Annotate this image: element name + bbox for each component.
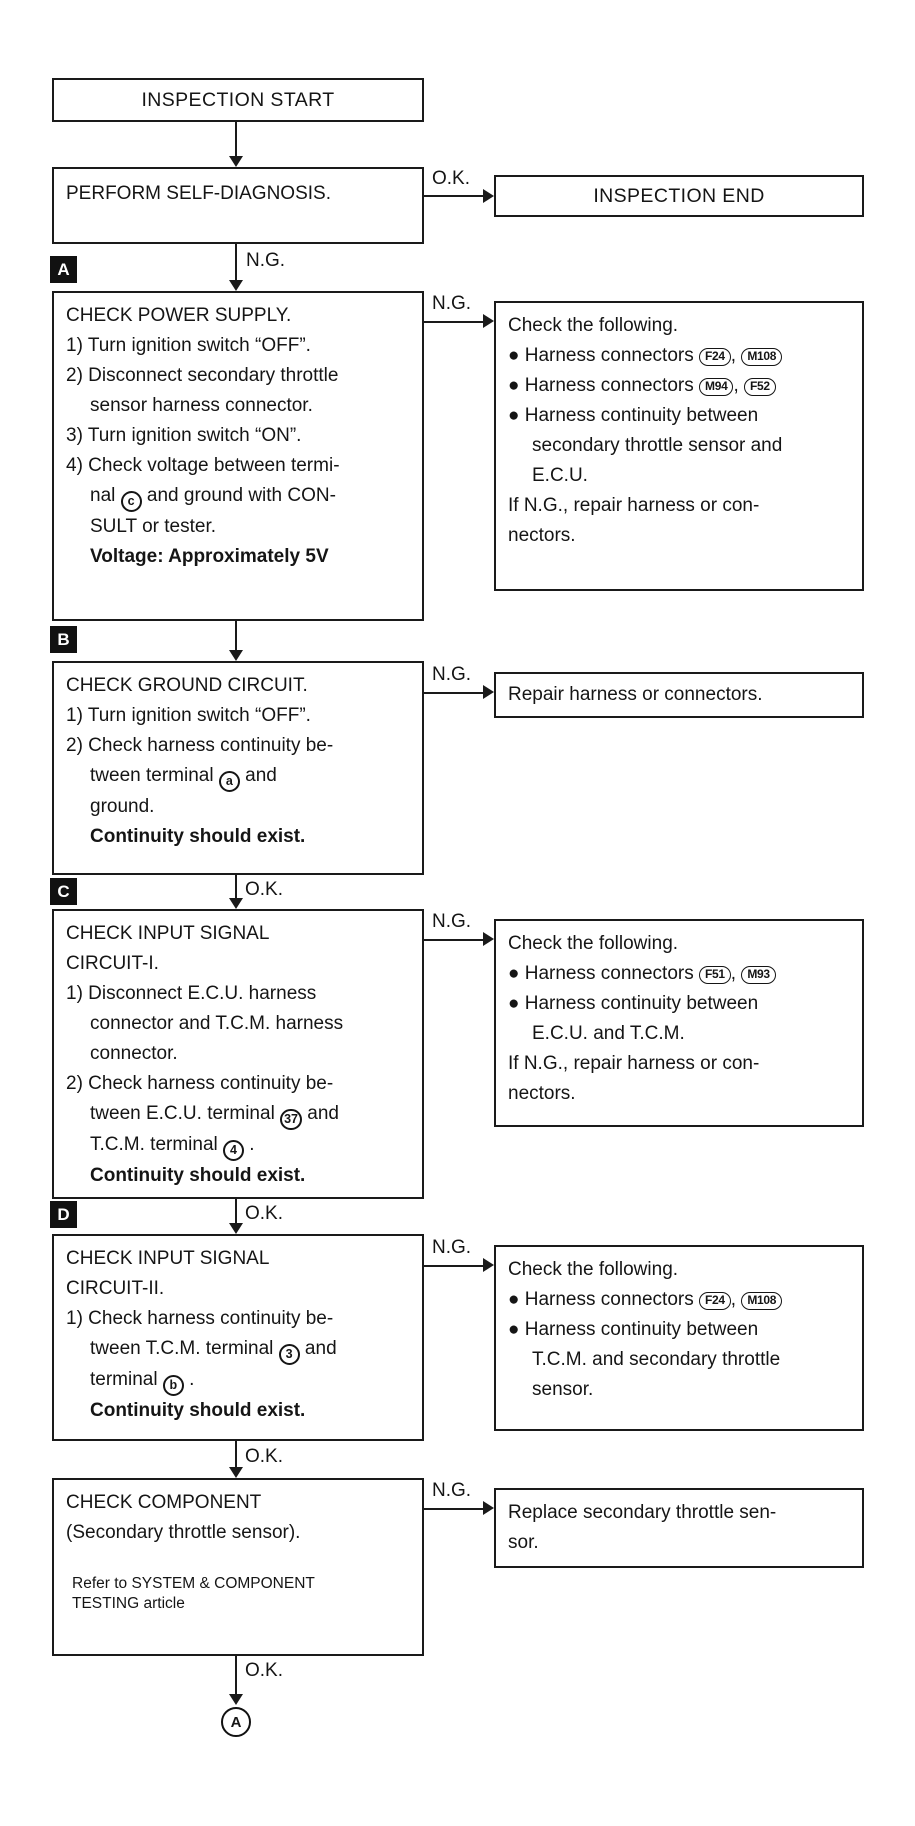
- text-segment: ground.: [90, 796, 155, 817]
- inspection-end-box: [494, 175, 864, 217]
- text-line: [66, 361, 410, 391]
- text-line: [66, 301, 410, 331]
- text-segment: 4) Check voltage between termi-: [66, 455, 340, 476]
- text-segment: Continuity should exist.: [90, 1400, 306, 1421]
- step-d-badge: D: [50, 1201, 77, 1228]
- power-supply-check-following-box: [494, 301, 864, 591]
- text-line: [508, 989, 850, 1019]
- connector-pill: M93: [741, 966, 775, 984]
- ok-label: O.K.: [245, 879, 284, 900]
- connector-line: [235, 875, 237, 899]
- arrow-down-icon: [229, 650, 243, 661]
- ok-label: O.K.: [245, 1203, 284, 1224]
- connector-pill: M108: [741, 348, 782, 366]
- connector-line: [424, 195, 484, 197]
- arrow-down-icon: [229, 1694, 243, 1705]
- text-line: [66, 451, 410, 481]
- ng-label: N.G.: [432, 1237, 472, 1258]
- text-segment: terminal: [90, 1369, 163, 1390]
- check-input-signal-1-box: [52, 909, 424, 1199]
- arrow-right-icon: [483, 1501, 494, 1515]
- connector-line: [424, 692, 484, 694]
- text-segment: Continuity should exist.: [90, 1165, 306, 1186]
- text-segment: and: [301, 1103, 339, 1124]
- text-line: [508, 1498, 850, 1528]
- arrow-right-icon: [483, 1258, 494, 1272]
- perform-self-diagnosis-box: [52, 167, 424, 244]
- text-line: [508, 929, 850, 959]
- text-segment: (Secondary throttle sensor).: [66, 1522, 301, 1543]
- text-segment: sensor harness connector.: [90, 395, 313, 416]
- text-segment: CHECK INPUT SIGNAL: [66, 923, 270, 944]
- text-line: [508, 1375, 850, 1405]
- text-segment: Check the following.: [508, 315, 679, 336]
- text-line: [508, 431, 850, 461]
- terminal-circle: c: [121, 491, 142, 512]
- text-segment: sor.: [508, 1532, 539, 1553]
- text-line: [508, 1528, 850, 1558]
- text-segment: T.C.M. and secondary throttle: [532, 1349, 781, 1370]
- text-segment: 2) Disconnect secondary throttle: [66, 365, 339, 386]
- connector-pill: F24: [699, 348, 731, 366]
- ok-label: O.K.: [245, 1446, 284, 1467]
- ok-label: O.K.: [245, 1660, 284, 1681]
- text-segment: 1) Disconnect E.C.U. harness: [66, 983, 317, 1004]
- text-line: [66, 671, 410, 701]
- text-segment: connector and T.C.M. harness: [90, 1013, 344, 1034]
- text-line: [508, 1049, 850, 1079]
- connector-line: [235, 1441, 237, 1468]
- connector-line: [235, 621, 237, 651]
- terminal-circle: 3: [279, 1344, 300, 1365]
- step-c-badge: C: [50, 878, 77, 905]
- text-line: [508, 959, 850, 989]
- text-segment: ● Harness continuity between: [508, 405, 759, 426]
- arrow-down-icon: [229, 898, 243, 909]
- text-line: [66, 979, 410, 1009]
- text-segment: ,: [730, 1289, 742, 1310]
- text-segment: nal: [90, 485, 121, 506]
- check-power-supply-box: [52, 291, 424, 621]
- text-segment: and ground with CON-: [141, 485, 336, 506]
- text-line: [508, 461, 850, 491]
- text-line: [66, 1334, 410, 1365]
- text-line: [508, 311, 850, 341]
- connector-pill: M108: [741, 1292, 782, 1310]
- text-segment: Voltage: Approximately 5V: [90, 546, 329, 567]
- text-line: [66, 1488, 410, 1518]
- text-segment: CHECK POWER SUPPLY.: [66, 305, 292, 326]
- connector-pill: M94: [699, 378, 733, 396]
- text-segment: tween terminal: [90, 765, 219, 786]
- text-line: [508, 521, 850, 551]
- text-segment: Check the following.: [508, 933, 679, 954]
- connector-line: [424, 939, 484, 941]
- check-ground-circuit-box: [52, 661, 424, 875]
- text-line: [66, 1039, 410, 1069]
- text-segment: 1) Turn ignition switch “OFF”.: [66, 705, 311, 726]
- text-line: [66, 1244, 410, 1274]
- arrow-right-icon: [483, 189, 494, 203]
- text-segment: connector.: [90, 1043, 178, 1064]
- text-line: [508, 341, 850, 371]
- text-line: [508, 401, 850, 431]
- text-line: [508, 1345, 850, 1375]
- text-segment: 1) Check harness continuity be-: [66, 1308, 334, 1329]
- ng-label: N.G.: [432, 293, 472, 314]
- connector-pill: F24: [699, 1292, 731, 1310]
- text-line: [66, 331, 410, 361]
- text-segment: SULT or tester.: [90, 516, 217, 537]
- text-line: [66, 1274, 410, 1304]
- connector-line: [424, 1265, 484, 1267]
- text-segment: 2) Check harness continuity be-: [66, 1073, 334, 1094]
- text-segment: ,: [730, 345, 742, 366]
- text-segment: CHECK COMPONENT: [66, 1492, 262, 1513]
- text-line: [66, 949, 410, 979]
- text-line: [66, 512, 410, 542]
- text-line: [66, 1069, 410, 1099]
- text-line: [66, 1304, 410, 1334]
- text-line: [66, 919, 410, 949]
- check-component-box: [52, 1478, 424, 1656]
- goto-a-circle: A: [221, 1707, 251, 1737]
- arrow-right-icon: [483, 685, 494, 699]
- inspection-end-label: INSPECTION END: [593, 185, 765, 207]
- repair-harness-label: Repair harness or connectors.: [508, 684, 763, 705]
- connector-line: [235, 1199, 237, 1224]
- text-segment: T.C.M. terminal: [90, 1134, 224, 1155]
- text-segment: .: [244, 1134, 255, 1155]
- ng-label: N.G.: [432, 664, 472, 685]
- text-segment: CHECK INPUT SIGNAL: [66, 1248, 270, 1269]
- input-signal-1-check-following-box: [494, 919, 864, 1127]
- text-line: [508, 1019, 850, 1049]
- text-line: [66, 822, 410, 852]
- inspection-start-label: INSPECTION START: [141, 89, 335, 111]
- text-segment: ● Harness continuity between: [508, 1319, 759, 1340]
- ng-label: N.G.: [246, 250, 286, 271]
- ng-label: N.G.: [432, 1480, 472, 1501]
- arrow-right-icon: [483, 932, 494, 946]
- text-segment: 3) Turn ignition switch “ON”.: [66, 425, 302, 446]
- text-segment: TESTING article: [72, 1595, 185, 1612]
- text-segment: Replace secondary throttle sen-: [508, 1502, 777, 1523]
- text-line: [66, 1548, 410, 1574]
- step-a-badge: A: [50, 256, 77, 283]
- text-line: [66, 1130, 410, 1161]
- connector-pill: F52: [744, 378, 776, 396]
- check-input-signal-2-box: [52, 1234, 424, 1441]
- text-segment: sensor.: [532, 1379, 594, 1400]
- terminal-circle: 4: [223, 1140, 244, 1161]
- text-segment: nectors.: [508, 525, 576, 546]
- text-line: [508, 1079, 850, 1109]
- text-segment: ,: [730, 963, 742, 984]
- replace-sensor-box: [494, 1488, 864, 1568]
- text-line: [66, 421, 410, 451]
- connector-line: [424, 321, 484, 323]
- text-line: [66, 542, 410, 572]
- text-segment: If N.G., repair harness or con-: [508, 495, 760, 516]
- input-signal-2-check-following-box: [494, 1245, 864, 1431]
- text-line: [508, 1285, 850, 1315]
- self-diagnosis-label: PERFORM SELF-DIAGNOSIS.: [66, 183, 331, 204]
- connector-line: [424, 1508, 484, 1510]
- text-line: [508, 491, 850, 521]
- connector-line: [235, 1656, 237, 1694]
- text-segment: E.C.U. and T.C.M.: [532, 1023, 685, 1044]
- connector-line: [235, 122, 237, 157]
- inspection-start-box: [52, 78, 424, 122]
- text-line: [508, 1255, 850, 1285]
- text-segment: If N.G., repair harness or con-: [508, 1053, 760, 1074]
- text-segment: ● Harness connectors: [508, 963, 700, 984]
- text-line: [66, 792, 410, 822]
- text-line: [66, 481, 410, 512]
- step-b-badge: B: [50, 626, 77, 653]
- text-line: [66, 1396, 410, 1426]
- text-segment: 2) Check harness continuity be-: [66, 735, 334, 756]
- text-line: [508, 371, 850, 401]
- text-segment: secondary throttle sensor and: [532, 435, 783, 456]
- text-segment: tween E.C.U. terminal: [90, 1103, 281, 1124]
- text-line: [66, 391, 410, 421]
- text-segment: nectors.: [508, 1083, 576, 1104]
- text-segment: CHECK GROUND CIRCUIT.: [66, 675, 308, 696]
- text-segment: ● Harness connectors: [508, 1289, 700, 1310]
- text-line: [66, 701, 410, 731]
- terminal-circle: 37: [280, 1109, 302, 1130]
- text-segment: ● Harness connectors: [508, 345, 700, 366]
- text-line: [66, 1365, 410, 1396]
- connector-pill: F51: [699, 966, 731, 984]
- text-segment: CIRCUIT-II.: [66, 1278, 165, 1299]
- text-segment: tween T.C.M. terminal: [90, 1338, 279, 1359]
- text-segment: Continuity should exist.: [90, 826, 306, 847]
- repair-harness-box: [494, 672, 864, 718]
- arrow-down-icon: [229, 1467, 243, 1478]
- text-segment: and: [239, 765, 277, 786]
- arrow-right-icon: [483, 314, 494, 328]
- text-line: [66, 761, 410, 792]
- text-segment: E.C.U.: [532, 465, 588, 486]
- text-line: [66, 1574, 410, 1594]
- text-segment: ,: [733, 375, 745, 396]
- text-line: [66, 1009, 410, 1039]
- text-line: [66, 1594, 410, 1614]
- text-line: [66, 1161, 410, 1191]
- text-segment: .: [183, 1369, 195, 1390]
- terminal-circle: a: [219, 771, 240, 792]
- text-segment: 1) Turn ignition switch “OFF”.: [66, 335, 311, 356]
- text-segment: CIRCUIT-I.: [66, 953, 159, 974]
- text-segment: and: [299, 1338, 337, 1359]
- text-line: [508, 1315, 850, 1345]
- text-segment: ● Harness continuity between: [508, 993, 759, 1014]
- text-line: [66, 1518, 410, 1548]
- ng-label: N.G.: [432, 911, 472, 932]
- text-line: [66, 1099, 410, 1130]
- text-segment: ● Harness connectors: [508, 375, 700, 396]
- ok-label: O.K.: [432, 168, 471, 189]
- text-line: [66, 731, 410, 761]
- terminal-circle: b: [163, 1375, 184, 1396]
- arrow-down-icon: [229, 156, 243, 167]
- text-segment: Check the following.: [508, 1259, 679, 1280]
- text-segment: Refer to SYSTEM & COMPONENT: [72, 1575, 315, 1592]
- connector-line: [235, 244, 237, 281]
- arrow-down-icon: [229, 280, 243, 291]
- arrow-down-icon: [229, 1223, 243, 1234]
